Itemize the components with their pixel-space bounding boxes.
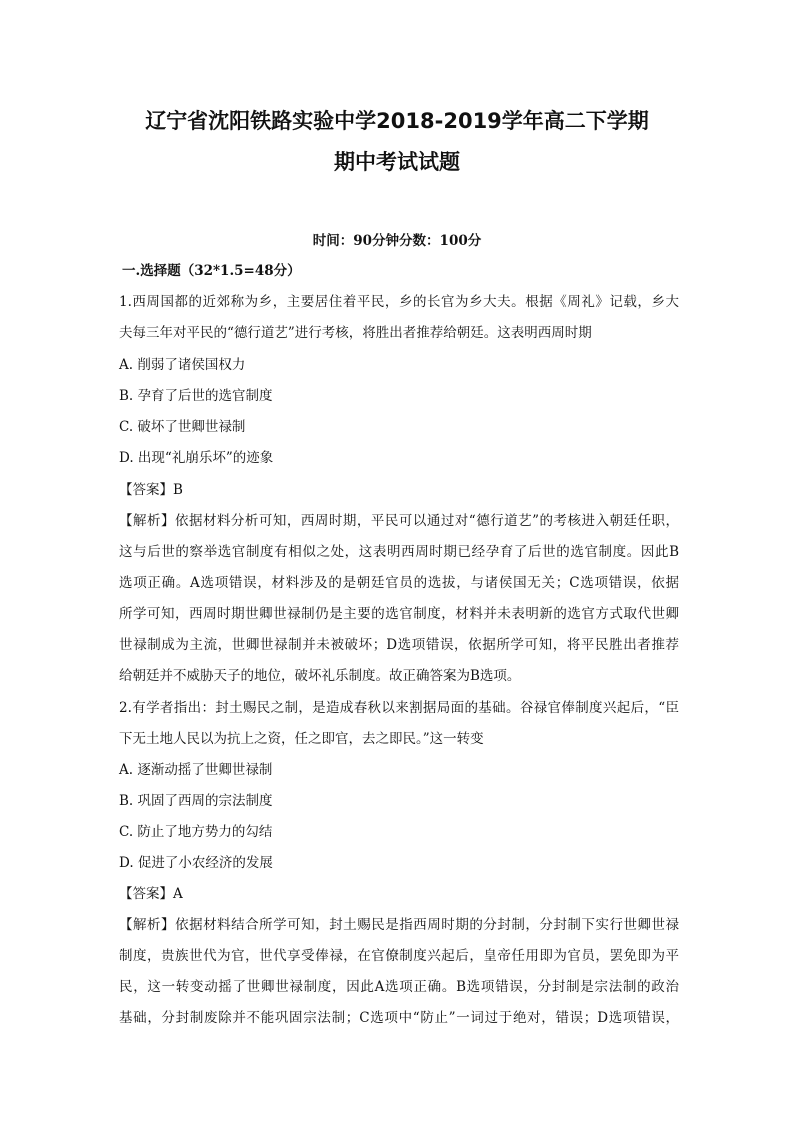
document-title-line2: 期中考试试题 <box>334 150 460 174</box>
answer-value: A <box>173 886 183 902</box>
q1-stem-line2: 夫每三年对平民的“德行道艺”进行考核，将胜出者推荐给朝廷。这表明西周时期 <box>119 325 592 341</box>
q2-analysis-line4: 基础，分封制废除并不能巩固宗法制；C选项中“防止”一词过于绝对，错误；D选项错误， <box>119 1010 679 1026</box>
q2-option-d: D. 促进了小农经济的发展 <box>119 855 273 871</box>
analysis-label: 【解析】 <box>119 917 176 933</box>
exam-meta: 时间：90分钟分数：100分 <box>312 233 482 249</box>
q2-answer <box>119 882 679 902</box>
q1-analysis-line5: 世禄制成为主流，世卿世禄制并未被破坏；D选项错误，依据所学可知，将平民胜出者推荐 <box>119 637 679 653</box>
q1-answer <box>119 478 679 498</box>
analysis-text: 依据材料结合所学可知，封土赐民是指西周时期的分封制，分封制下实行世卿世禄 <box>175 917 680 933</box>
analysis-text: 依据材料分析可知，西周时期，平民可以通过对“德行道艺”的考核进入朝廷任职， <box>174 513 679 529</box>
q1-stem-line1: 1.西周国都的近郊称为乡，主要居住着平民，乡的长官为乡大夫。根据《周礼》记载，乡大 <box>119 294 679 310</box>
q1-option-c: C. 破坏了世卿世禄制 <box>119 419 246 435</box>
q1-option-d: D. 出现“礼崩乐坏”的迹象 <box>119 450 274 466</box>
answer-value: B <box>173 482 183 498</box>
q2-stem-line2: 下无土地人民以为抗上之资，任之即官，去之即民。”这一转变 <box>119 731 484 747</box>
q2-stem-line1: 2.有学者指出：封土赐民之制，是造成春秋以来割据局面的基础。谷禄官俸制度兴起后，“臣 <box>119 700 679 716</box>
answer-label: 【答案】 <box>119 482 173 498</box>
section-heading: 一.选择题（32*1.5=48分） <box>122 263 301 279</box>
q2-option-a: A. 逐渐动摇了世卿世禄制 <box>119 762 273 778</box>
q2-analysis-line3: 民，这一转变动摇了世卿世禄制度，因此A选项正确。B选项错误，分封制是宗法制的政治 <box>119 979 679 995</box>
q1-analysis-line1 <box>119 509 679 529</box>
q2-analysis-line1 <box>119 913 679 933</box>
q1-analysis-line6: 给朝廷并不威胁天子的地位，破坏礼乐制度。故正确答案为B选项。 <box>119 668 521 684</box>
analysis-label: 【解析】 <box>119 513 175 529</box>
q1-option-a: A. 削弱了诸侯国权力 <box>119 357 246 373</box>
q1-analysis-line4: 所学可知，西周时期世卿世禄制仍是主要的选官制度，材料并未表明新的选官方式取代世卿 <box>119 606 679 622</box>
q1-analysis-line3: 选项正确。A选项错误，材料涉及的是朝廷官员的选拔，与诸侯国无关；C选项错误，依据 <box>119 575 679 591</box>
q2-analysis-line2: 制度，贵族世代为官，世代享受俸禄，在官僚制度兴起后，皇帝任用即为官员，罢免即为平 <box>119 948 679 964</box>
q1-option-b: B. 孕育了后世的选官制度 <box>119 388 273 404</box>
answer-label: 【答案】 <box>119 886 173 902</box>
q2-option-b: B. 巩固了西周的宗法制度 <box>119 793 273 809</box>
q1-analysis-line2: 这与后世的察举选官制度有相似之处，这表明西周时期已经孕育了后世的选官制度。因此B <box>119 544 679 560</box>
q2-option-c: C. 防止了地方势力的勾结 <box>119 824 273 840</box>
document-title-line1: 辽宁省沈阳铁路实验中学2018-2019学年高二下学期 <box>145 109 649 133</box>
